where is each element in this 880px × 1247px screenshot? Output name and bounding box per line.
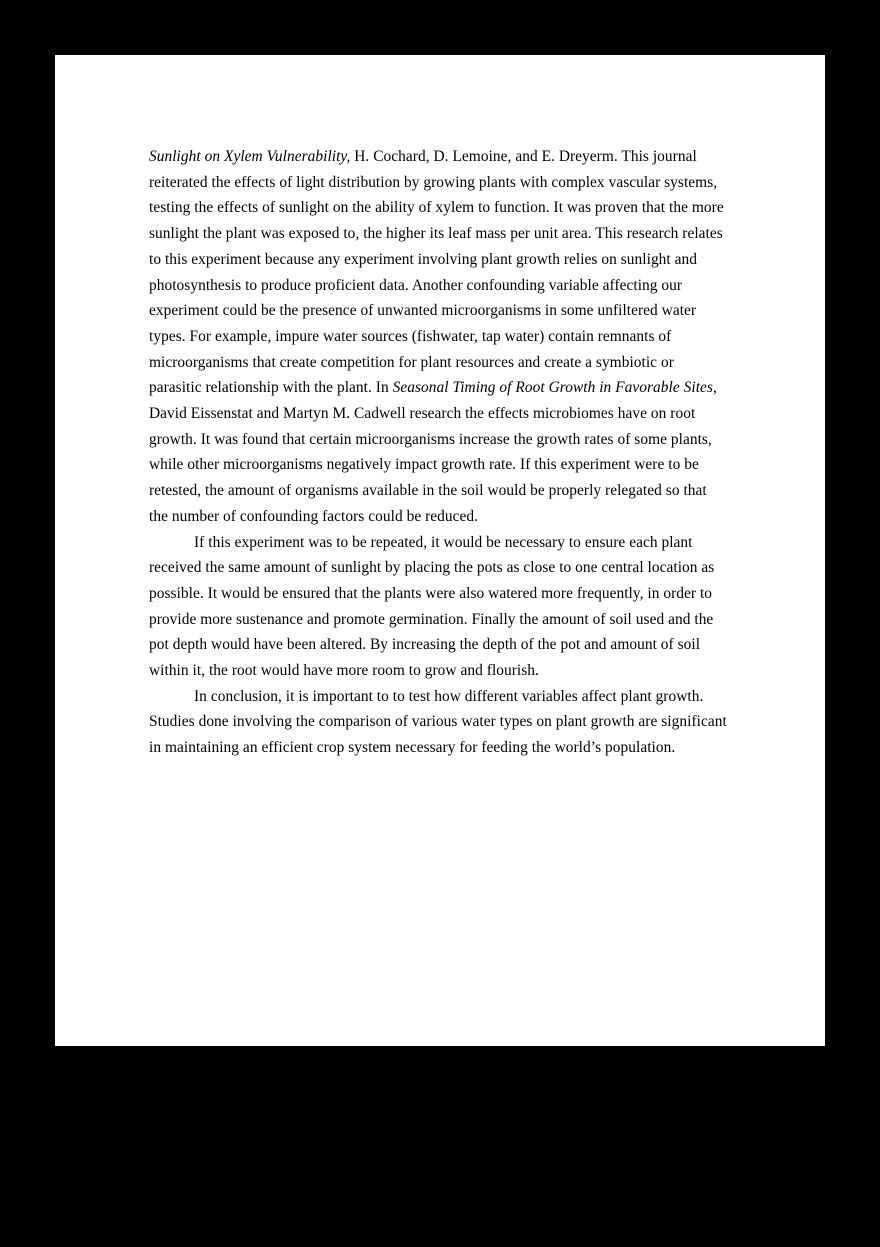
paragraph-1-run-1: H. Cochard, D. Lemoine, and E. Dreyerm. This journal reiterated the effects of light distribution by growing plants with complex vascular systems, testing the effects of sunlight on the ability of xylem to function. It was proven that the more sunlight the plant was exposed to, the higher its leaf mass per unit area. This research relates to this experiment because any experiment involving plant growth relies on sunlight and photosynthesis to produce proficient data. Another confounding variable affecting our experiment could be the presence of unwanted microorganisms in some unfiltered water types. For example, impure water sources (fishwater, tap water) contain remnants of microorganisms that create competition for plant resources and create a symbiotic or parasitic relationship with the plant. In (149, 148, 724, 397)
document-text-body (149, 144, 729, 761)
paragraph-2 (149, 530, 729, 684)
paragraph-1-run-2: Seasonal Timing of Root Growth in Favorable Sites, (392, 379, 717, 397)
paragraph-3-run-0: In conclusion, it is important to to test how different variables affect plant growth. Studies done involving the comparison of various water types on plant growth are significant in maintaining an efficient crop system necessary for feeding the world’s population. (149, 687, 727, 757)
paragraph-3 (149, 684, 729, 761)
paragraph-1-run-0: Sunlight on Xylem Vulnerability, (149, 148, 351, 165)
paragraph-1 (149, 144, 729, 530)
document-page (55, 55, 825, 1046)
paragraph-1-run-3: David Eissenstat and Martyn M. Cadwell research the effects microbiomes have on root growth. It was found that certain microorganisms increase the growth rates of some plants, while other microorganisms negatively impact growth rate. If this experiment were to be retested, the amount of organisms available in the soil would be properly relegated so that the number of confounding factors could be reduced. (149, 405, 712, 525)
paragraph-2-run-0: If this experiment was to be repeated, it would be necessary to ensure each plant received the same amount of sunlight by placing the pots as close to one central location as possible. It would be ensured that the plants were also watered more frequently, in order to provide more sustenance and promote germination. Finally the amount of soil used and the pot depth would have been altered. By increasing the depth of the pot and amount of soil within it, the root would have more room to grow and flourish. (149, 533, 715, 680)
